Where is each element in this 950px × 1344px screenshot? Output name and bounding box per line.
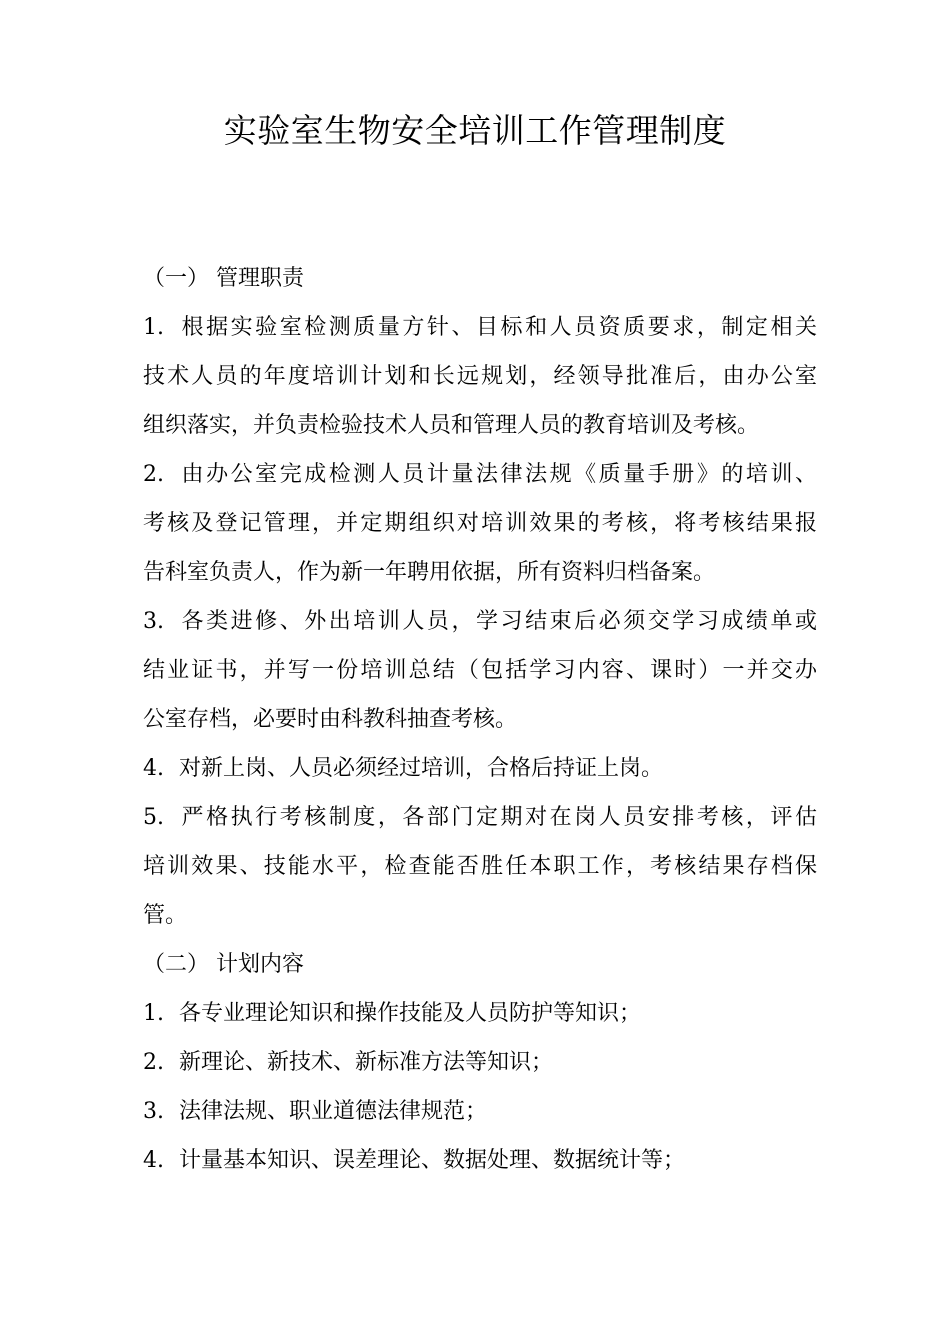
paragraph-line	[143, 450, 817, 499]
list-item	[143, 989, 817, 1038]
item-number: 1.	[143, 1001, 164, 1026]
list-item-text: 计量基本知识、误差理论、数据处理、数据统计等；	[179, 1148, 686, 1173]
list-item-text: 新理论、新技术、新标准方法等知识；	[179, 1050, 554, 1075]
item-number: 3.	[143, 609, 164, 634]
item-number: 4.	[143, 756, 164, 781]
paragraph-line: 公室存档，必要时由科教科抽查考核。	[143, 707, 518, 732]
item-number: 2.	[143, 1050, 164, 1075]
paragraph-line	[143, 793, 817, 842]
item-number: 1.	[143, 315, 164, 340]
paragraph-line	[143, 597, 817, 646]
paragraph-line: 考核及登记管理，并定期组织对培训效果的考核，将考核结果报	[143, 511, 817, 536]
item-number: 3.	[143, 1099, 164, 1124]
document-title: 实验室生物安全培训工作管理制度	[223, 111, 727, 150]
list-item-text: 法律法规、职业道德法律规范；	[179, 1099, 488, 1124]
paragraph-text: 根据实验室检测质量方针、目标和人员资质要求，制定相关	[179, 315, 817, 340]
document-body	[143, 254, 817, 1185]
section-heading-responsibilities: （一） 管理职责	[143, 266, 304, 291]
paragraph-line: 管。	[143, 903, 188, 928]
paragraph-text: 由办公室完成检测人员计量法律法规《质量手册》的培训、	[179, 462, 817, 487]
paragraph-line: 组织落实，并负责检验技术人员和管理人员的教育培训及考核。	[143, 413, 760, 438]
paragraph-line	[143, 744, 817, 793]
paragraph-line: 结业证书，并写一份培训总结（包括学习内容、课时）一并交办	[143, 658, 817, 683]
paragraph-line: 告科室负责人，作为新一年聘用依据，所有资料归档备案。	[143, 560, 716, 585]
item-number: 5.	[143, 805, 164, 830]
paragraph-line	[143, 303, 817, 352]
list-item	[143, 1136, 817, 1185]
list-item	[143, 1087, 817, 1136]
item-number: 2.	[143, 462, 164, 487]
list-item	[143, 1038, 817, 1087]
list-item-text: 各专业理论知识和操作技能及人员防护等知识；	[179, 1001, 642, 1026]
paragraph-line: 培训效果、技能水平，检查能否胜任本职工作，考核结果存档保	[143, 854, 817, 879]
paragraph-text: 严格执行考核制度，各部门定期对在岗人员安排考核，评估	[179, 805, 817, 830]
paragraph-text: 对新上岗、人员必须经过培训，合格后持证上岗。	[179, 756, 664, 781]
paragraph-text: 各类进修、外出培训人员，学习结束后必须交学习成绩单或	[179, 609, 817, 634]
item-number: 4.	[143, 1148, 164, 1173]
paragraph-line: 技术人员的年度培训计划和长远规划，经领导批准后，由办公室	[143, 364, 817, 389]
section-heading-plan-content: （二） 计划内容	[143, 952, 304, 977]
